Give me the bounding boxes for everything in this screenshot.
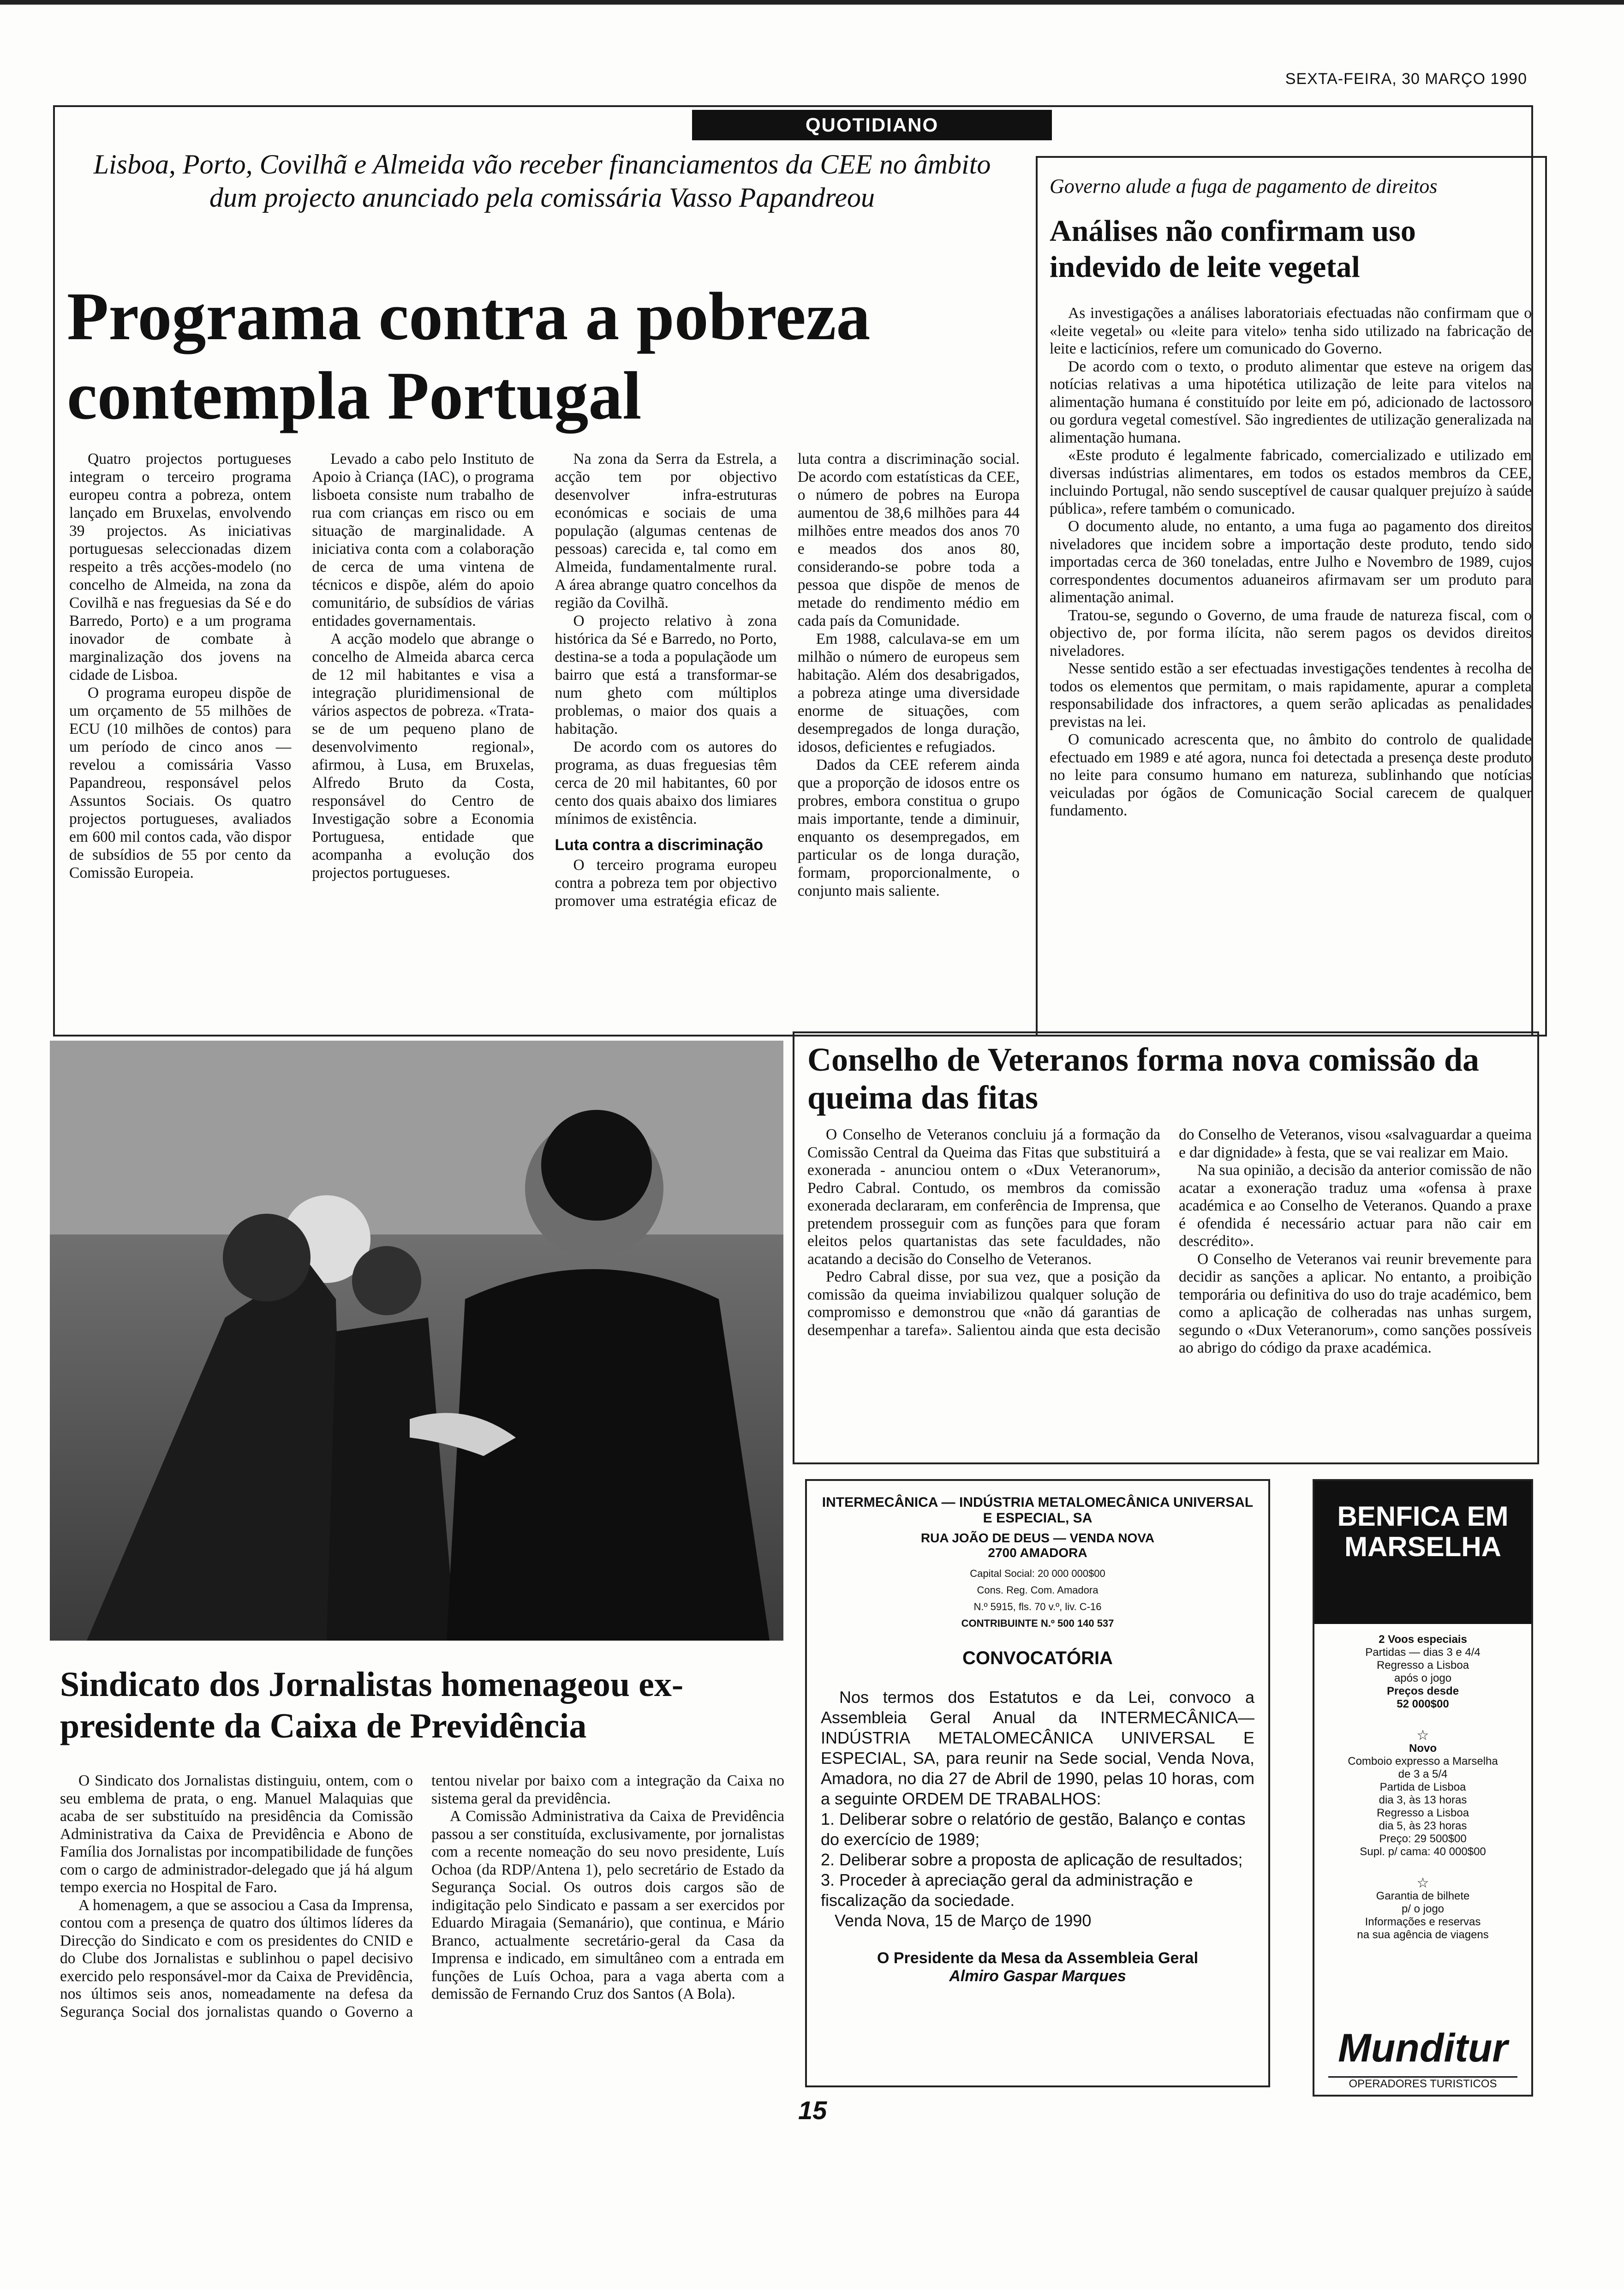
ad-signer: Almiro Gaspar Marques [949,1967,1126,1985]
veteranos-headline: Conselho de Veteranos forma nova comissão da queima das fitas [807,1041,1480,1116]
lead-body [69,450,1020,1011]
paragraph: O terceiro programa europeu contra a pobreza tem por objectivo promover uma estratégia eficaz de luta contra a discriminação social. De acordo com estatísticas da CEE, o número de pobres na Europa aumentou de 38,6 milhões para 44 milhões entre meados dos anos 70 e meados dos anos 80, considerando-se pobre toda a pessoa que dispõe de menos de metade do rendimento médio em cada país da Comunidade. [555,450,1020,910]
ad-item: 1. Deliberar sobre o relatório de gestão, Balanço e contas do exercício de 1989; [821,1810,1246,1849]
paragraph: A Comissão Administrativa da Caixa de Previdência passou a ser constituída, exclusivamente, por jornalistas com a recente nomeação do seu novo presidente, Luís Ochoa (da RDP/Antena 1), pelo secretário de Estado da Segurança Social. Os outros dois cargos são de indigitação pelo Sindicato e passam a ser exercidos por Eduardo Miragaia (Semanário), que continua, e Mário Branco, actualmente secretário-geral da Casa da Imprensa e indicado, em simultâneo com a entrada em funções de Luís Ochoa, para a vaga aberta com a demissão de Fernando Cruz dos Santos (A Bola). [431,1808,784,2002]
ad-line: Regresso a Lisboa [1376,1807,1469,1819]
paragraph: O Conselho de Veteranos concluiu já a formação da Comissão Central da Queima das Fitas que substituirá a exonerada - anunciou ontem o «Dux Veteranorum», Pedro Cabral. Contudo, os membros da comissão exonerada declararam, em conferência de Imprensa, que pretendem prosseguir com as funções para que foram eleitos pelos quartanistas das sete faculdades, não acatando a decisão do Conselho de Veteranos. [807,1126,1160,1268]
lead-kicker: Lisboa, Porto, Covilhã e Almeida vão receber financiamentos da CEE no âmbito dum projecto anunciado pela comissária Vasso Papandreou [93,149,991,213]
sidebar-kicker: Governo alude a fuga de pagamento de direitos [1050,175,1438,198]
sindicato-headline: Sindicato dos Jornalistas homenageou ex-presidente da Caixa de Previdência [60,1665,684,1745]
paragraph: Na sua opinião, a decisão da anterior comissão de não acatar a exoneração traduz uma «ofensa à praxe académica e ao Conselho de Veteranos. Quando a praxe é ofendida é necessário actuar para não cair em descrédito». [1179,1162,1532,1250]
lead-headline: Programa contra a pobreza contempla Portugal [67,279,871,434]
star-icon: ☆ [1416,1876,1429,1891]
ad-line: p/ o jogo [1401,1903,1445,1915]
paragraph: O comunicado acrescenta que, no âmbito do controlo de qualidade efectuado em 1989 e até agora, nunca foi detectada a presença deste produto no leite para consumo humano em natureza, sublinhando que notícias veiculadas por ógãos de Comunicação Social carecem de qualquer fundamento. [1050,731,1532,819]
paragraph: Quatro projectos portugueses integram o terceiro programa europeu contra a pobreza, ontem lançado em Bruxelas, envolvendo 39 projectos. As iniciativas portuguesas seleccionadas dizem respeito a três acções-modelo (no concelho de Almeida, na zona da Covilhã e nas freguesias da Sé e do Barredo, Porto) e a um programa inovador de combate à marginalização dos jovens na cidade de Lisboa. [69,450,292,683]
paragraph: O programa europeu dispõe de um orçamento de 55 milhões de ECU (10 milhões de contos) para um período de cinco anos — revelou a comissária Vasso Papandreou, responsável pelos Assuntos Sociais. Os quatro projectos portugueses, avaliados em 600 mil contos cada, vão dispor de subsídios de 55 por cento da Comissão Europeia. [69,684,292,881]
ad-taxpayer: CONTRIBUINTE N.º 500 140 537 [961,1618,1114,1629]
paragraph: O Conselho de Veteranos vai reunir brevemente para decidir as sanções a aplicar. No entanto, a proibição temporária ou definitiva do uso do traje académico, bem como a aplicação de colheradas nas unhas surgem, segundo o «Dux Veteranorum», como sanções possíveis ao abrigo do código da praxe académica. [1179,1250,1532,1356]
sidebar-headline: Análises não confirmam uso indevido de leite vegetal [1050,214,1416,284]
paragraph: Nesse sentido estão a ser efectuadas investigações tendentes à recolha de todos os elementos que permitam, o mais rapidamente, apurar a completa responsabilidade dos infractores, a quem serão aplicadas as penalidades previstas na lei. [1050,660,1532,731]
paragraph: Tratou-se, segundo o Governo, de uma fraude de natureza fiscal, com o objectivo de, por forma ilícita, não serem pagos os devidos direitos niveladores. [1050,606,1532,659]
paragraph: Dados da CEE referem ainda que a proporção de idosos entre os probres, embora constitua o grupo mais importante, tende a diminuir, enquanto os desempregados, em particular os de longa duração, formam, proporcionalmente, o conjunto mais saliente. [797,756,1020,899]
paragraph: O projecto relativo à zona histórica da Sé e Barredo, no Porto, destina-se a toda a populaçãode um bairro que está a transformar-se num gheto com múltiplos problemas, o maior dos quais a habitação. [555,612,777,737]
ad-line: 52 000$00 [1397,1698,1449,1710]
ad-line: de 3 a 5/4 [1398,1768,1448,1780]
ad-item: 2. Deliberar sobre a proposta de aplicação de resultados; [821,1850,1243,1869]
ad-line: Informações e reservas [1365,1916,1481,1928]
veteranos-body [807,1126,1532,1449]
ad-item: 3. Proceder à apreciação geral da administração e fiscalização da sociedade. [821,1870,1193,1910]
paragraph: Em 1988, calculava-se em um milhão o número de europeus sem habitação. Além dos desabrigados, a pobreza atinge uma diversidade enorme de situações, com desempregados de longa duração, idosos, deficientes e refugiados. [797,630,1020,755]
ad-line: Garantia de bilhete [1376,1890,1470,1902]
ad-registry: Cons. Reg. Com. Amadora [977,1584,1099,1596]
ad-line: dia 5, às 23 horas [1379,1820,1467,1832]
ad-company: INTERMECÂNICA — INDÚSTRIA METALOMECÂNICA UNIVERSAL E ESPECIAL, SA [822,1495,1254,1526]
munditur-logo: Munditur [1338,2026,1508,2070]
paragraph: A homenagem, a que se associou a Casa da Imprensa, contou com a presença de quatro dos últimos líderes da Direcção do Sindicato e com os presidentes do CNID e do Clube dos Jornalistas e sublinhou o papel decisivo exercido pelo responsável-mor da Caixa de Previdência, nos últimos seis anos, nomeadamente na defesa da Segurança Social dos jornalistas quando o Governo a tentou nivelar por baixo com a integração da Caixa no sistema geral da previdência. [60,1772,784,2020]
benfica-title: BENFICA EM MARSELHA [1314,1481,1531,1624]
news-photo [50,1041,783,1641]
munditur-sub: OPERADORES TURISTICOS [1328,2076,1517,2091]
ad-line: Comboio expresso a Marselha [1348,1755,1498,1768]
ad-line: Supl. p/ cama: 40 000$00 [1360,1846,1486,1858]
page-date: SEXTA-FEIRA, 30 MARÇO 1990 [1285,70,1527,88]
intermecanica-ad [805,1479,1270,2087]
ad-capital: Capital Social: 20 000 000$00 [970,1568,1105,1579]
ad-line: 2 Voos especiais [1379,1633,1467,1646]
ad-line: Partida de Lisboa [1379,1781,1466,1793]
ad-line: dia 3, às 13 horas [1379,1794,1467,1806]
sindicato-body [60,1772,784,2104]
paragraph: As investigações a análises laboratoriais efectuadas não confirmam que o «leite vegetal» ou «leite para vitelo» tenha sido utilizado na fabricação de leite e lacticínios, refere um comunicado do Governo. [1050,305,1532,357]
section-label: QUOTIDIANO [692,110,1052,140]
ad-line: Novo [1409,1742,1437,1755]
paragraph: Levado a cabo pelo Instituto de Apoio à Criança (IAC), o programa lisboeta consiste num trabalho de rua com crianças em risco ou em situação de marginalidade. A iniciativa conta com a colaboração de cerca de uma vintena de técnicos e dispõe, além do apoio comunitário, de subsídios de várias entidades governamentais. [312,450,534,629]
paragraph: «Este produto é legalmente fabricado, comercializado e utilizado em diversas indústrias alimentares, em todos os estados membros da CEE, incluindo Portugal, não sendo susceptível de causar qualquer prejuízo à saúde pública», refere também o comunicado. [1050,447,1532,517]
ad-place-date: Venda Nova, 15 de Março de 1990 [835,1911,1092,1930]
paragraph: O documento alude, no entanto, a uma fuga ao pagamento dos direitos niveladores que incidem sobre a importação deste produto, tendo sido importadas cerca de 360 toneladas, entre Julho e Novembro de 1989, cujos correspondentes documentos aduaneiros afirmavam ser um produto para alimentação animal. [1050,518,1532,606]
ad-signer-title: O Presidente da Mesa da Assembleia Geral [877,1949,1199,1967]
paragraph: O Sindicato dos Jornalistas distinguiu, ontem, com o seu emblema de prata, o eng. Manuel Malaquias que acaba de ser substituído na presidência da Comissão Administrativa da Caixa de Previdência e Abono de Família dos Jornalistas por incompatibilidade de funções com o cargo de administrador-delegado que já há algum tempo exercia no Hospital de Faro. [60,1772,413,1896]
top-border [0,0,1624,5]
ad-line: na sua agência de viagens [1357,1929,1489,1941]
photo-image [50,1041,783,1641]
ad-registry-no: N.º 5915, fls. 70 v.º, liv. C-16 [973,1601,1102,1612]
ad-body: Nos termos dos Estatutos e da Lei, convoco a Assembleia Geral Anual da INTERMECÂNICA—INDÚSTRIA METALOMECÂNICA UNIVERSAL E ESPECIAL, SA, para reunir na Sede social, Venda Nova, Amadora, no dia 27 de Abril de 1990, pelas 10 horas, com a seguinte ORDEM DE TRABALHOS: [821,1688,1254,1808]
ad-address: RUA JOÃO DE DEUS — VENDA NOVA [920,1531,1155,1545]
lead-subhead: Luta contra a discriminação [555,836,764,854]
paragraph: A acção modelo que abrange o concelho de Almeida abarca cerca de 12 mil habitantes e visa a integração pluridimensional de vários aspectos de pobreza. «Trata-se de um pequeno plano de desenvolvimento regional», afirmou, à Lusa, em Bruxelas, Alfredo Bruto da Costa, responsável do Centro de Investigação sobre a Economia Portuguesa, entidade que acompanha a evolução dos projectos portugueses. [312,630,534,881]
ad-city: 2700 AMADORA [988,1546,1087,1560]
paragraph: Na zona da Serra da Estrela, a acção tem por objectivo desenvolver infra-estruturas económicas e sociais de uma população (algumas centenas de pessoas) carecida e, tal como em Almeida, fundamentalmente rural. A área abrange quatro concelhos da região da Covilhã. [555,450,777,611]
page-number: 15 [798,2096,827,2125]
benfica-ad [1313,1479,1533,2097]
flights-block [1314,1633,1531,1941]
ad-line: Regresso a Lisboa [1376,1659,1469,1672]
ad-title: CONVOCATÓRIA [962,1648,1113,1668]
ad-line: Preços desde [1386,1685,1459,1697]
paragraph: Pedro Cabral disse, por sua vez, que a posição da comissão da queima inviabilizou qualquer solução de compromisso e demonstrou que «não dá garantias de desempenhar a tarefa». Salientou ainda que esta decisão do Conselho de Veteranos, visou «salvaguardar a queima e dar dignidade» à festa, que se vai realizar em Maio. [807,1126,1532,1339]
ad-line: Partidas — dias 3 e 4/4 [1365,1646,1481,1659]
ad-line: Preço: 29 500$00 [1379,1833,1467,1845]
paragraph: De acordo com os autores do programa, as duas freguesias têm cerca de 20 mil habitantes, 60 por cento dos quais abaixo dos limiares mínimos de existência. [555,738,777,827]
star-icon: ☆ [1416,1728,1429,1743]
paragraph: De acordo com o texto, o produto alimentar que esteve na origem das notícias relativas a uma hipotética utilização de leite para vitelos na alimentação humana é constituído por leite em pó, adicionado de lactossoro ou gordura vegetal comestível. São ingredientes de utilização generalizada na alimentação humana. [1050,358,1532,446]
sidebar-body [1050,305,1532,820]
ad-line: após o jogo [1394,1672,1452,1684]
